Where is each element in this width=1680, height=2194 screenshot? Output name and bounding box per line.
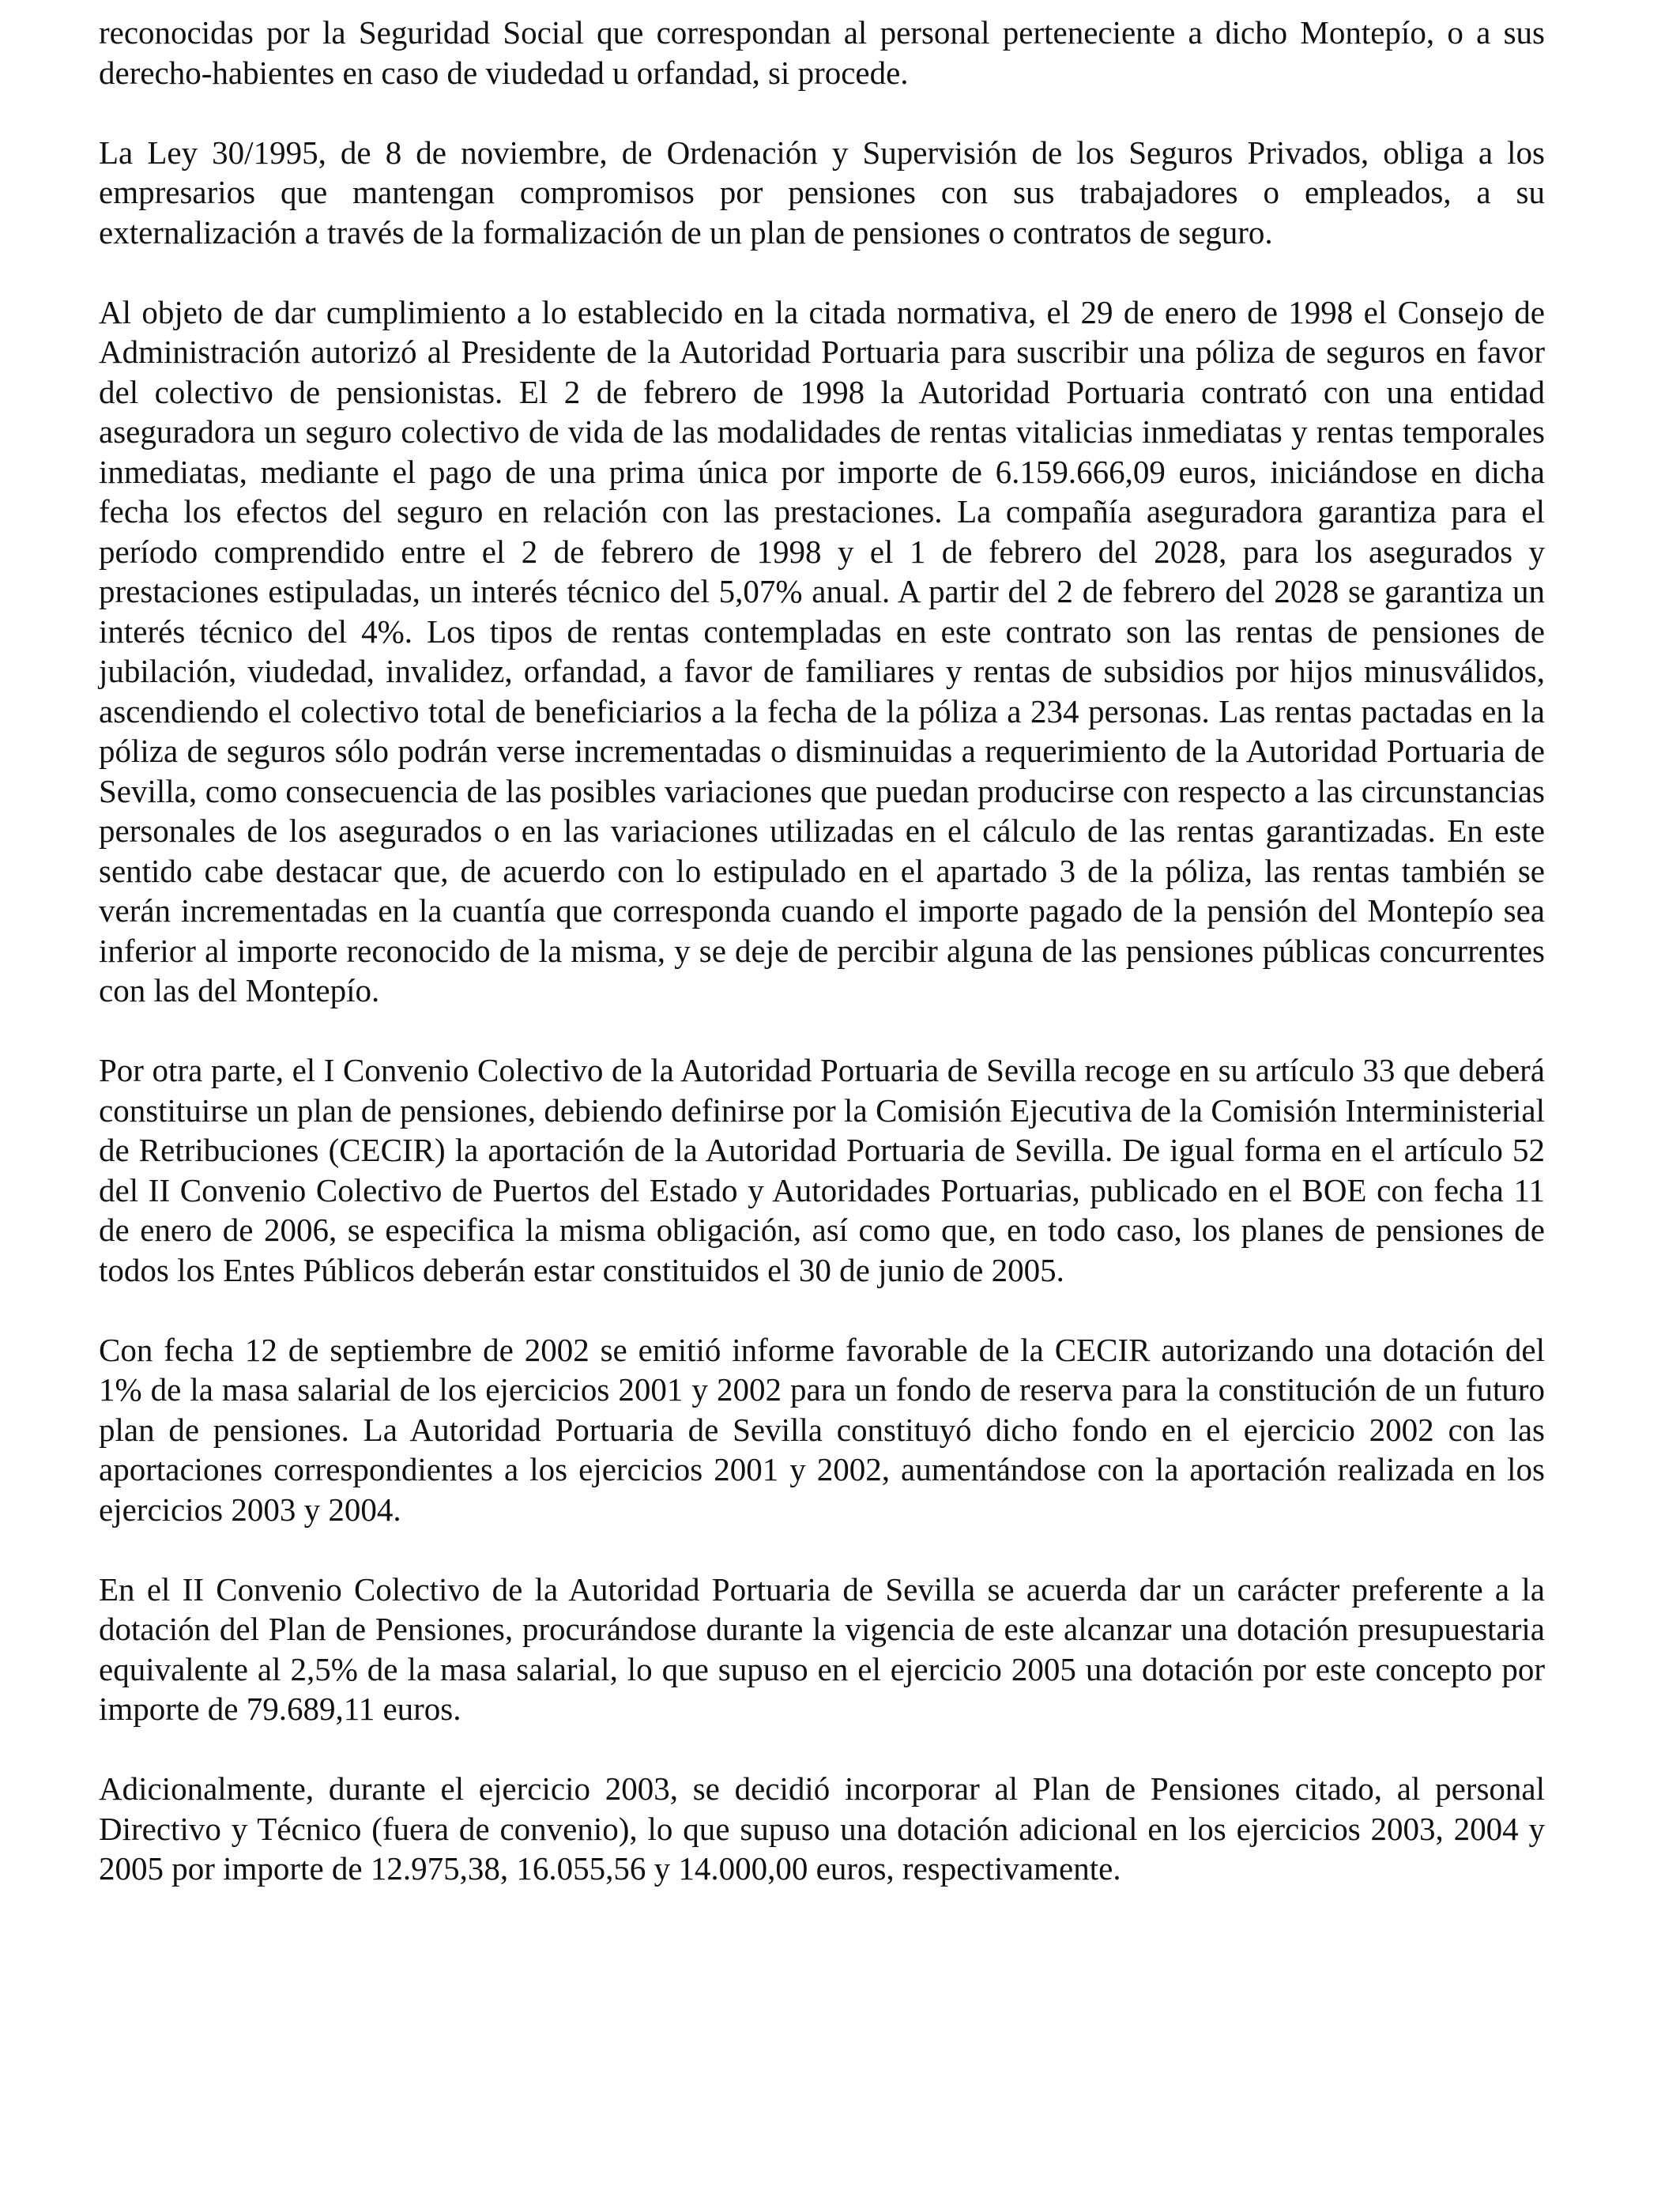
document-body <box>99 13 1545 1889</box>
paragraph-5: Con fecha 12 de septiembre de 2002 se emitió informe favorable de la CECIR autorizando una dotación del 1% de la masa salarial de los ejercicios 2001 y 2002 para un fondo de reserva para la constitución de un futuro plan de pensiones. La Autoridad Portuaria de Sevilla constituyó dicho fondo en el ejercicio 2002 con las aportaciones correspondientes a los ejercicios 2001 y 2002, aumentándose con la aportación realizada en los ejercicios 2003 y 2004. <box>99 1331 1545 1528</box>
paragraph-4: Por otra parte, el I Convenio Colectivo de la Autoridad Portuaria de Sevilla recoge en su artículo 33 que deberá constituirse un plan de pensiones, debiendo definirse por la Comisión Ejecutiva de la Comisión Interministerial de Retribuciones (CECIR) la aportación de la Autoridad Portuaria de Sevilla. De igual forma en el artículo 52 del II Convenio Colectivo de Puertos del Estado y Autoridades Portuarias, publicado en el BOE con fecha 11 de enero de 2006, se especifica la misma obligación, así como que, en todo caso, los planes de pensiones de todos los Entes Públicos deberán estar constituidos el 30 de junio de 2005. <box>99 1052 1545 1288</box>
paragraph-7: Adicionalmente, durante el ejercicio 2003, se decidió incorporar al Plan de Pensiones citado, al personal Directivo y Técnico (fuera de convenio), lo que supuso una dotación adicional en los ejercicios 2003, 2004 y 2005 por importe de 12.975,38, 16.055,56 y 14.000,00 euros, respectivamente. <box>99 1770 1545 1887</box>
paragraph-3: Al objeto de dar cumplimiento a lo establecido en la citada normativa, el 29 de enero de 1998 el Consejo de Administración autorizó al Presidente de la Autoridad Portuaria para suscribir una póliza de seguros en favor del colectivo de pensionistas. El 2 de febrero de 1998 la Autoridad Portuaria contrató con una entidad aseguradora un seguro colectivo de vida de las modalidades de rentas vitalicias inmediatas y rentas temporales inmediatas, mediante el pago de una prima única por importe de 6.159.666,09 euros, iniciándose en dicha fecha los efectos del seguro en relación con las prestaciones. La compañía aseguradora garantiza para el período comprendido entre el 2 de febrero de 1998 y el 1 de febrero del 2028, para los asegurados y prestaciones estipuladas, un interés técnico del 5,07% anual. A partir del 2 de febrero del 2028 se garantiza un interés técnico del 4%. Los tipos de rentas contempladas en este contrato son las rentas de pensiones de jubilación, viudedad, invalidez, orfandad, a favor de familiares y rentas de subsidios por hijos minusválidos, ascendiendo el colectivo total de beneficiarios a la fecha de la póliza a 234 personas. Las rentas pactadas en la póliza de seguros sólo podrán verse incrementadas o disminuidas a requerimiento de la Autoridad Portuaria de Sevilla, como consecuencia de las posibles variaciones que puedan producirse con respecto a las circunstancias personales de los asegurados o en las variaciones utilizadas en el cálculo de las rentas garantizadas. En este sentido cabe destacar que, de acuerdo con lo estipulado en el apartado 3 de la póliza, las rentas también se verán incrementadas en la cuantía que corresponda cuando el importe pagado de la pensión del Montepío sea inferior al importe reconocido de la misma, y se deje de percibir alguna de las pensiones públicas concurrentes con las del Montepío. <box>99 293 1545 1008</box>
paragraph-1: reconocidas por la Seguridad Social que correspondan al personal perteneciente a dicho Montepío, o a sus derecho-habientes en caso de viudedad u orfandad, si procede. <box>99 14 1545 91</box>
paragraph-2: La Ley 30/1995, de 8 de noviembre, de Ordenación y Supervisión de los Seguros Privados, obliga a los empresarios que mantengan compromisos por pensiones con sus trabajadores o empleados, a su externalización a través de la formalización de un plan de pensiones o contratos de seguro. <box>99 134 1545 251</box>
paragraph-6: En el II Convenio Colectivo de la Autoridad Portuaria de Sevilla se acuerda dar un carácter preferente a la dotación del Plan de Pensiones, procurándose durante la vigencia de este alcanzar una dotación presupuestaria equivalente al 2,5% de la masa salarial, lo que supuso en el ejercicio 2005 una dotación por este concepto por importe de 79.689,11 euros. <box>99 1570 1545 1727</box>
